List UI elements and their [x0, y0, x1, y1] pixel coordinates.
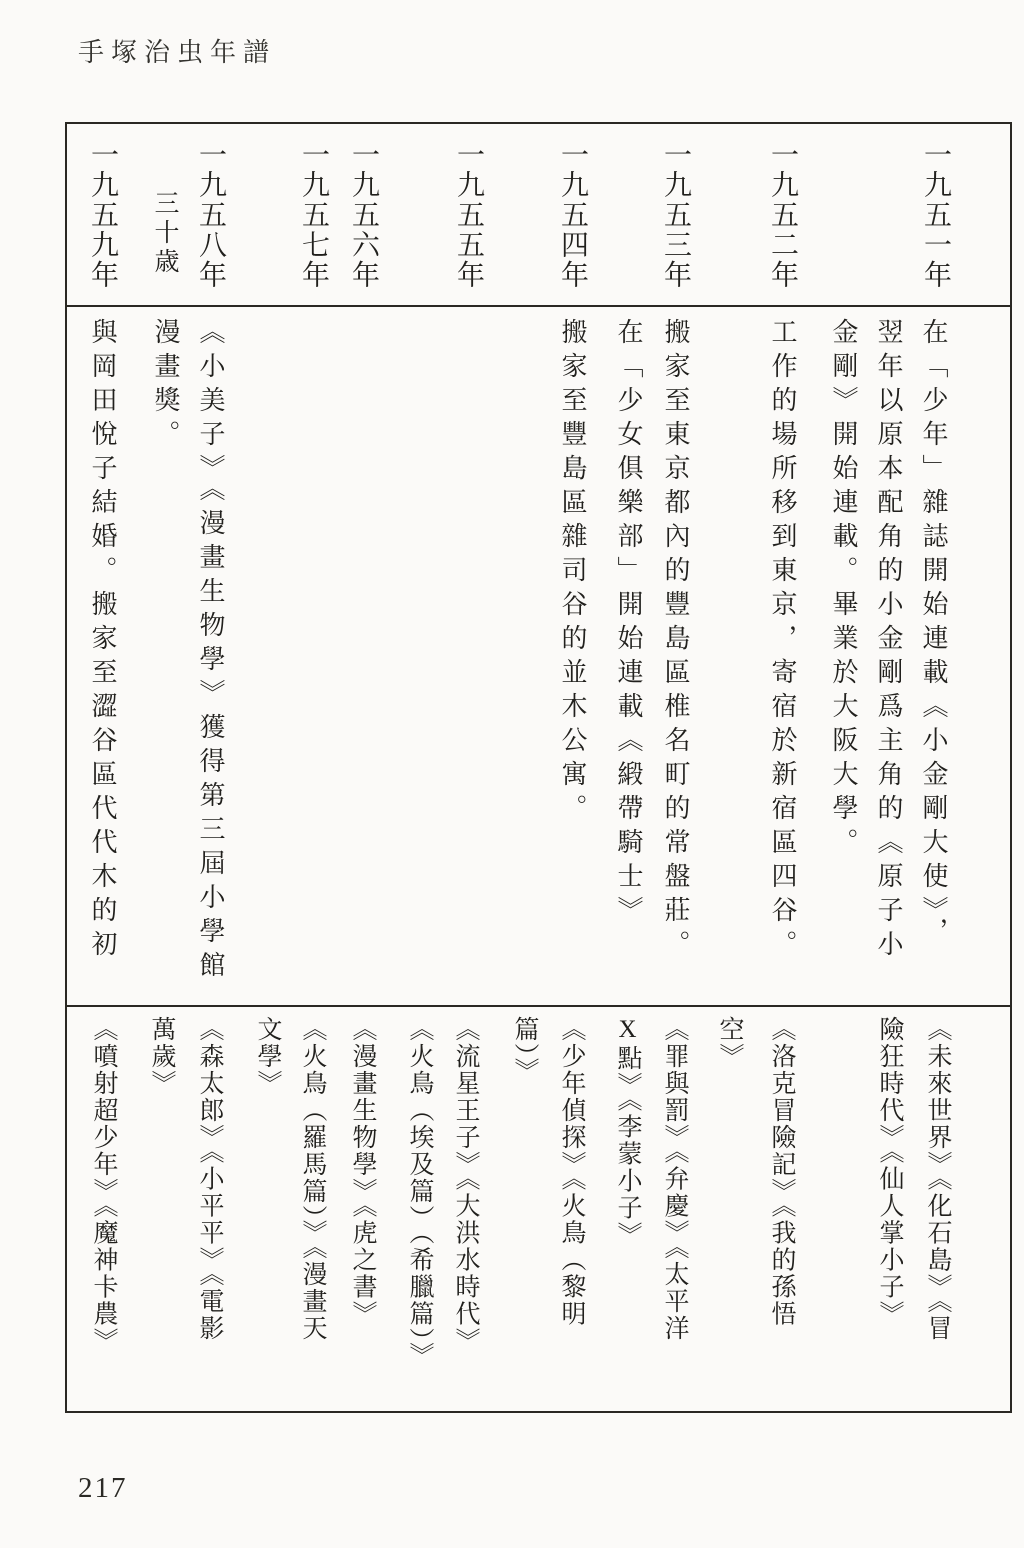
entry-1957-works-line-2: 文學》 — [254, 1016, 281, 1097]
entry-1953-works-line-1: 《罪與罰》《弁慶》《太平洋 — [661, 1016, 688, 1342]
year-1954-label: 一九五四年 — [557, 140, 588, 290]
entry-1957-works-line-1: 《火鳥（羅馬篇）》《漫畫天 — [299, 1016, 326, 1342]
entry-1953-body-line-2: 在「少女俱樂部」開始連載《緞帶騎士》 — [614, 318, 643, 930]
entry-1954-works-line-2: 篇）》 — [511, 1016, 538, 1085]
entry-1953-works-line-2: X點》《李蒙小子》 — [614, 1016, 641, 1249]
entry-1959-body-line-1: 與岡田悅子結婚。搬家至澀谷區代代木的初 — [88, 318, 117, 964]
entry-1952-body-line-1: 工作的場所移到東京，寄宿於新宿區四谷。 — [768, 318, 797, 964]
entry-1958-body-line-1: 《小美子》《漫畫生物學》獲得第三屆小學館 — [196, 318, 225, 985]
entry-1955-works-line-1: 《流星王子》《大洪水時代》 — [452, 1016, 479, 1355]
year-1955-label: 一九五五年 — [453, 140, 484, 290]
entry-1958-works-line-2: 萬歲》 — [148, 1016, 175, 1097]
entry-1951-works-line-2: 險狂時代》《仙人掌小子》 — [876, 1016, 903, 1328]
entry-1958-body-line-2: 漫畫獎。 — [151, 318, 180, 454]
entry-1952-works-line-2: 空》 — [716, 1016, 743, 1070]
year-header-divider — [67, 305, 1010, 307]
year-1956-label: 一九五六年 — [348, 140, 379, 290]
entry-1954-body-line-1: 搬家至豐島區雜司谷的並木公寓。 — [558, 318, 587, 828]
entry-1954-works-line-1: 《少年偵探》《火鳥（黎明 — [558, 1016, 585, 1328]
entry-1952-works-line-1: 《洛克冒險記》《我的孫悟 — [768, 1016, 795, 1328]
year-1952-label: 一九五二年 — [767, 140, 798, 290]
entry-1951-body-line-1: 在「少年」雜誌開始連載《小金剛大使》， — [919, 318, 948, 951]
year-1951-label: 一九五一年 — [920, 140, 951, 290]
age-note: 三十歳 — [151, 190, 178, 277]
year-1959-label: 一九五九年 — [87, 140, 118, 290]
year-1958-label: 一九五八年 — [195, 140, 226, 290]
page-number: 217 — [78, 1472, 128, 1504]
year-1957-label: 一九五七年 — [298, 140, 329, 290]
page-title: 手塚治虫年譜 — [78, 38, 277, 67]
works-section-divider — [67, 1005, 1010, 1007]
entry-1951-works-line-1: 《未來世界》《化石島》《冒 — [924, 1016, 951, 1342]
entry-1953-body-line-1: 搬家至東京都內的豐島區椎名町的常盤莊。 — [661, 318, 690, 964]
entry-1956-works-line-1: 《漫畫生物學》《虎之書》 — [349, 1016, 376, 1328]
year-1953-label: 一九五三年 — [660, 140, 691, 290]
entry-1951-body-line-3: 金剛》開始連載。畢業於大阪大學。 — [829, 318, 858, 862]
entry-1955-works-line-2: 《火鳥（埃及篇）（希臘篇）》 — [406, 1016, 433, 1369]
entry-1951-body-line-2: 翌年以原本配角的小金剛爲主角的《原子小 — [874, 318, 903, 964]
entry-1958-works-line-1: 《森太郎》《小平平》《電影 — [196, 1016, 223, 1342]
entry-1959-works-line-1: 《噴射超少年》《魔神卡農》 — [90, 1016, 117, 1355]
